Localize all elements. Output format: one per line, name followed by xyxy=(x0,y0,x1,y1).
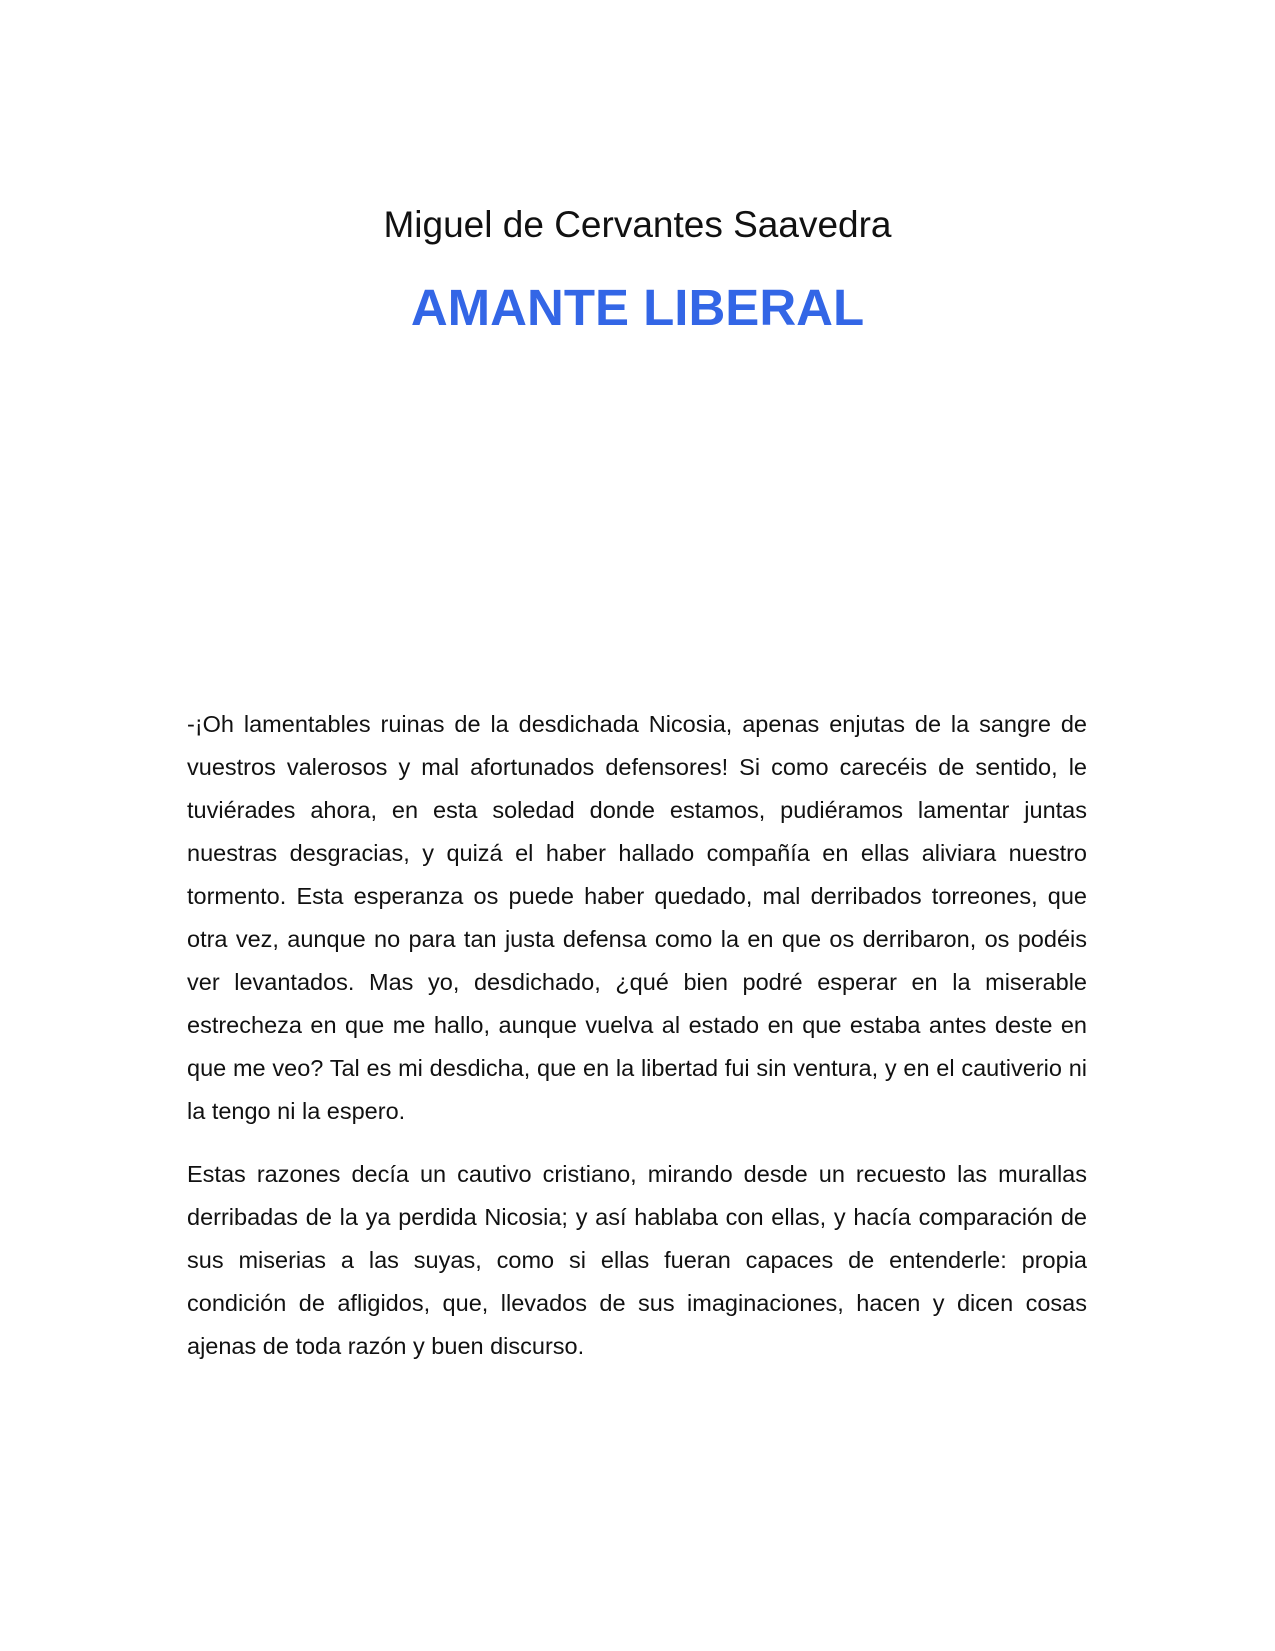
book-title: AMANTE LIBERAL xyxy=(410,279,865,336)
author-name: Miguel de Cervantes Saavedra xyxy=(383,204,892,245)
body-text xyxy=(187,703,1087,1388)
paragraph: -¡Oh lamentables ruinas de la desdichada Nicosia, apenas enjutas de la sangre de vuestros valerosos y mal afortunados defensores! Si como carecéis de sentido, le tuviérades ahora, en esta soledad donde estamos, pudiéramos lamentar juntas nuestras desgracias, y quizá el haber hallado compañía en ellas aliviara nuestro tormento. Esta esperanza os puede haber quedado, mal derribados torreones, que otra vez, aunque no para tan justa defensa como la en que os derribaron, os podéis ver levantados. Mas yo, desdichado, ¿qué bien podré esperar en la miserable estrecheza en que me hallo, aunque vuelva al estado en que estaba antes deste en que me veo? Tal es mi desdicha, que en la libertad fui sin ventura, y en el cautiverio ni la tengo ni la espero. xyxy=(187,711,1087,1124)
paragraph: Estas razones decía un cautivo cristiano, mirando desde un recuesto las murallas derribadas de la ya perdida Nicosia; y así hablaba con ellas, y hacía comparación de sus miserias a las suyas, como si ellas fueran capaces de entenderle: propia condición de afligidos, que, llevados de sus imaginaciones, hacen y dicen cosas ajenas de toda razón y buen discurso. xyxy=(187,1161,1087,1359)
